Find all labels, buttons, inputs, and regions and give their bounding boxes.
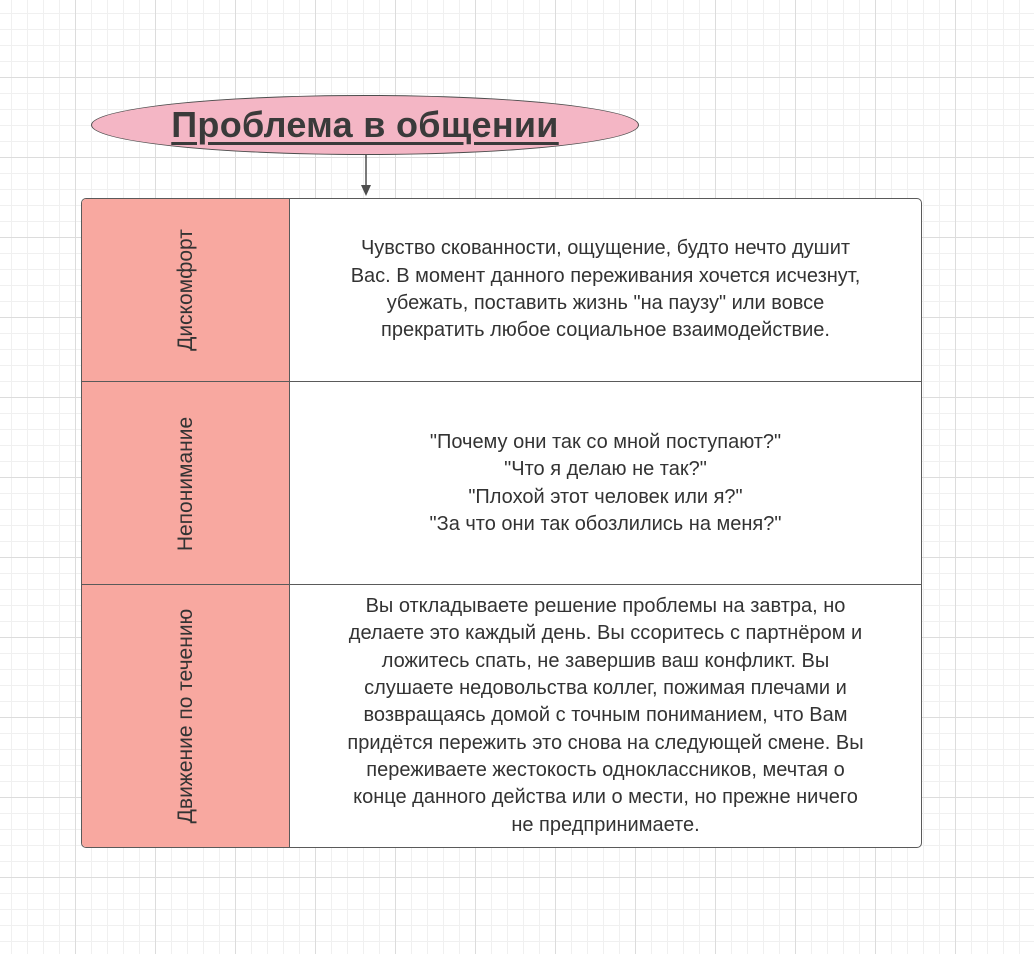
row-label-discomfort: Дискомфорт xyxy=(173,229,197,351)
description-line: делаете это каждый день. Вы ссоритесь с партнёром и xyxy=(348,622,863,645)
row-label-cell[interactable] xyxy=(82,382,290,585)
description-line: ложитесь спать, не завершив ваш конфликт. Вы xyxy=(381,649,830,672)
row-content-cell[interactable] xyxy=(290,382,921,585)
description-line: "Что я делаю не так?" xyxy=(504,458,707,481)
description-line: Вы откладываете решение проблемы на завтра, но xyxy=(365,595,846,618)
table-row-misunderstanding xyxy=(82,381,921,585)
row-label-cell[interactable] xyxy=(82,199,290,381)
row-label-going-with-flow: Движение по течению xyxy=(173,608,197,824)
arrow-head-icon xyxy=(361,185,371,196)
table-row-going-with-flow xyxy=(82,584,921,847)
description-line: не предпринимаете. xyxy=(511,813,700,836)
description-line: "Плохой этот человек или я?" xyxy=(468,485,743,508)
diagram-title: Проблема в общении xyxy=(171,104,559,145)
problem-table xyxy=(81,198,922,848)
row-label-cell[interactable] xyxy=(82,585,290,847)
description-line: придётся пережить это снова на следующей смене. Вы xyxy=(347,731,864,754)
row-description-going-with-flow xyxy=(347,593,863,839)
row-content-cell[interactable] xyxy=(290,199,921,381)
description-line: "За что они так обозлились на меня?" xyxy=(429,512,782,535)
description-line: слушаете недовольства коллег, пожимая плечами и xyxy=(364,677,847,700)
row-content-cell[interactable] xyxy=(290,585,921,847)
description-line: "Почему они так со мной поступают?" xyxy=(429,430,782,453)
row-description-discomfort xyxy=(351,235,861,344)
description-line: прекратить любое социальное взаимодействие. xyxy=(381,319,830,342)
description-line: Вас. В момент данного переживания хочется исчезнут, xyxy=(350,264,861,287)
row-description-misunderstanding xyxy=(430,429,782,538)
description-line: конце данного действа или о мести, но прежне ничего xyxy=(353,786,858,809)
description-line: убежать, поставить жизнь "на паузу" или вовсе xyxy=(386,292,825,314)
description-line: переживаете жестокость одноклассников, мечтая о xyxy=(366,758,845,781)
description-line: Чувство скованности, ощущение, будто нечто душит xyxy=(360,237,851,260)
row-label-misunderstanding: Непонимание xyxy=(173,416,197,551)
description-line: возвращаясь домой с точным пониманием, что Вам xyxy=(363,704,848,727)
table-row-discomfort xyxy=(82,199,921,381)
